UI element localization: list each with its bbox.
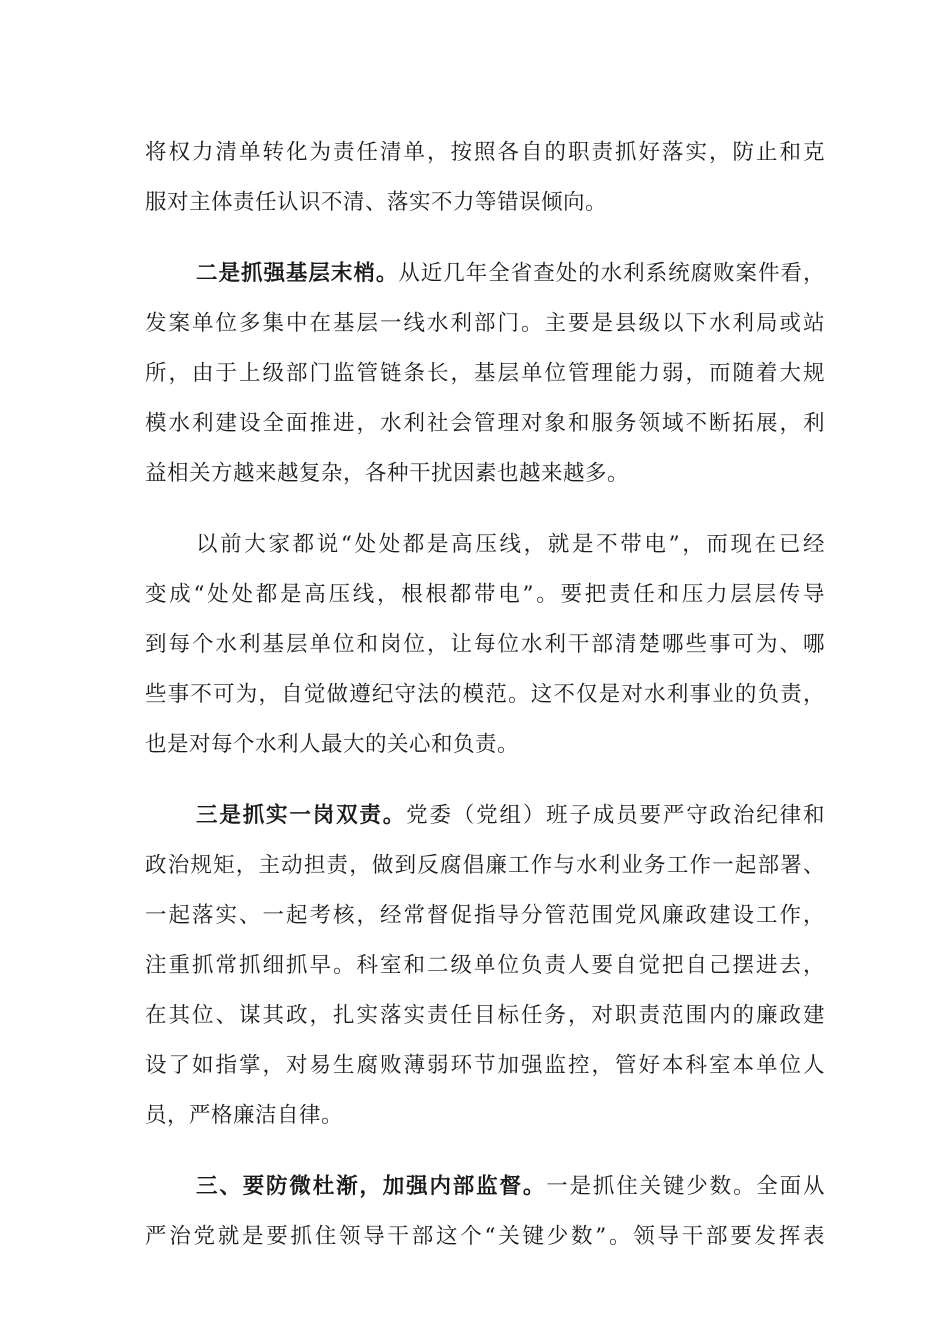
text-line: 也是对每个水利人最大的关心和负责。	[145, 732, 520, 757]
text-line: 二是抓强基层末梢。从近几年全省查处的水利系统腐败案件看，	[196, 261, 825, 286]
paragraph-2	[145, 249, 825, 499]
text-line: 服对主体责任认识不清、落实不力等错误倾向。	[145, 190, 608, 215]
text-line: 三是抓实一岗双责。党委（党组）班子成员要严守政治纪律和	[196, 803, 825, 828]
text-line: 在其位、谋其政，扎实落实责任目标任务，对职责范围内的廉政建	[145, 1003, 825, 1028]
text-line: 注重抓常抓细抓早。科室和二级单位负责人要自觉把自己摆进去，	[145, 953, 825, 978]
bold-heading: 二是抓强基层末梢。	[196, 261, 399, 286]
text-line: 政治规矩，主动担责，做到反腐倡廉工作与水利业务工作一起部署、	[145, 853, 825, 878]
text-line: 变成“处处都是高压线，根根都带电”。要把责任和压力层层传导	[145, 582, 825, 607]
bold-heading: 三是抓实一岗双责。	[196, 803, 407, 828]
text-line: 严治党就是要抓住领导干部这个“关键少数”。领导干部要发挥表	[145, 1224, 825, 1249]
text-line: 一起落实、一起考核，经常督促指导分管范围党风廉政建设工作，	[145, 903, 825, 928]
text-line: 模水利建设全面推进，水利社会管理对象和服务领域不断拓展，利	[145, 411, 825, 436]
paragraph-5	[145, 1162, 825, 1262]
text-line: 三、要防微杜渐，加强内部监督。一是抓住关键少数。全面从	[196, 1174, 825, 1199]
paragraph-4	[145, 791, 825, 1141]
text-line: 益相关方越来越复杂，各种干扰因素也越来越多。	[145, 461, 630, 486]
text-line: 员，严格廉洁自律。	[145, 1103, 344, 1128]
text-line: 设了如指掌，对易生腐败薄弱环节加强监控，管好本科室本单位人	[145, 1053, 825, 1078]
text-line: 发案单位多集中在基层一线水利部门。主要是县级以下水利局或站	[145, 311, 825, 336]
text-line: 将权力清单转化为责任清单，按照各自的职责抓好落实，防止和克	[145, 140, 825, 165]
text-line: 些事不可为，自觉做遵纪守法的模范。这不仅是对水利事业的负责，	[145, 682, 825, 707]
paragraph-3	[145, 520, 825, 770]
bold-heading: 三、要防微杜渐，加强内部监督。	[196, 1174, 547, 1199]
text-line: 以前大家都说“处处都是高压线，就是不带电”，而现在已经	[196, 532, 825, 557]
text-line: 所，由于上级部门监管链条长，基层单位管理能力弱，而随着大规	[145, 361, 825, 386]
paragraph-1	[145, 128, 825, 228]
document-page	[145, 128, 825, 1262]
text-line: 到每个水利基层单位和岗位，让每位水利干部清楚哪些事可为、哪	[145, 632, 825, 657]
